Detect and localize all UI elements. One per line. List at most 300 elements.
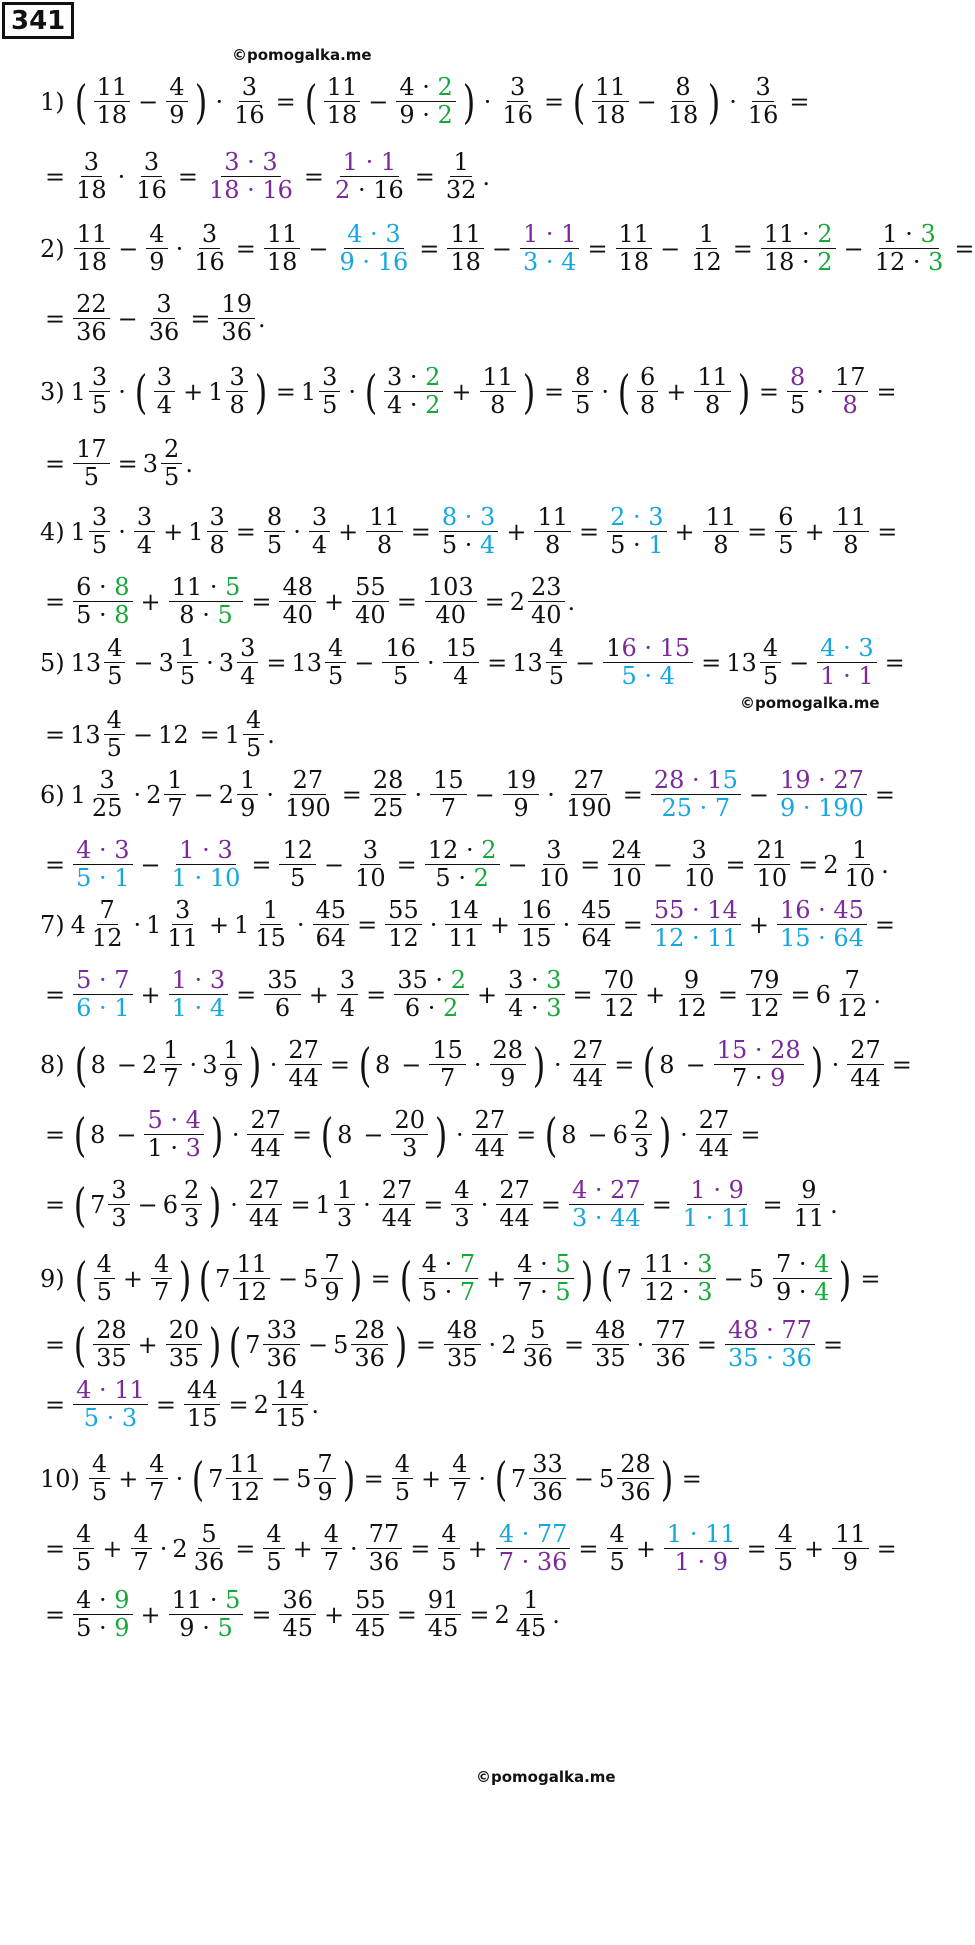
math-segment: 4 · 11 xyxy=(76,1376,145,1404)
fraction-numerator: 3 xyxy=(153,292,174,319)
fraction xyxy=(94,1252,115,1305)
fraction-denominator: 36 xyxy=(148,318,180,347)
math-text: . xyxy=(881,850,889,879)
fraction-denominator: 5 xyxy=(96,1278,112,1307)
mixed-number xyxy=(303,1252,346,1305)
fraction xyxy=(447,222,484,275)
fraction-denominator xyxy=(73,995,132,1021)
math-operator: = xyxy=(415,1330,436,1359)
fraction xyxy=(536,838,573,891)
math-text: 7 xyxy=(616,1264,632,1293)
math-segment: 3 · 3 xyxy=(224,148,278,176)
math-operator: − xyxy=(116,1120,137,1149)
math-operator: = xyxy=(235,234,256,263)
fraction-numerator: 20 xyxy=(391,1108,428,1135)
fraction-denominator: 5 xyxy=(266,531,283,560)
math-segment: 5 · xyxy=(76,601,115,630)
math-text: . xyxy=(311,1390,320,1419)
math-operator: = xyxy=(235,517,256,546)
fraction-denominator: 18 xyxy=(667,101,699,130)
math-operator: = xyxy=(117,449,138,478)
mixed-whole: 1 xyxy=(70,517,86,546)
fraction-numerator: 15 xyxy=(430,768,467,795)
fraction-denominator xyxy=(144,1135,203,1161)
math-segment: 6 · 15 xyxy=(621,634,691,662)
math-segment: 5 xyxy=(225,573,241,601)
fraction-numerator xyxy=(641,1252,716,1279)
fraction xyxy=(572,365,593,418)
math-operator: · xyxy=(189,1050,198,1079)
mixed-number xyxy=(219,636,262,689)
fraction xyxy=(93,1318,130,1371)
fraction-denominator: 44 xyxy=(381,1204,413,1233)
fraction-denominator: 16 xyxy=(136,176,167,205)
fraction xyxy=(226,365,247,418)
fraction xyxy=(443,150,480,203)
fraction-numerator: 44 xyxy=(184,1378,221,1405)
fraction xyxy=(842,838,879,891)
fraction-numerator: 3 xyxy=(89,365,110,392)
fraction-denominator xyxy=(520,249,579,275)
fraction-numerator xyxy=(817,636,876,663)
mixed-whole: 7 xyxy=(208,1464,224,1493)
fraction-numerator: 77 xyxy=(366,1522,403,1549)
fraction-numerator xyxy=(384,365,443,392)
fraction-numerator: 4 xyxy=(451,1178,472,1205)
mixed-whole: 5 xyxy=(598,1464,615,1493)
math-segment: 3 xyxy=(546,994,562,1023)
math-operator: = xyxy=(701,648,722,677)
fraction xyxy=(651,768,741,821)
math-text: . xyxy=(552,1600,560,1629)
fraction-denominator: 190 xyxy=(284,794,331,823)
fraction xyxy=(445,898,482,951)
fraction xyxy=(73,437,110,490)
math-segment: 7 · xyxy=(731,1064,771,1093)
fraction-denominator: 36 xyxy=(620,1478,651,1507)
fraction xyxy=(518,898,555,951)
math-segment: 2 xyxy=(817,248,833,277)
math-operator: = xyxy=(45,850,66,879)
math-operator: · xyxy=(159,1534,168,1563)
fraction-denominator: 18 xyxy=(450,248,481,277)
fraction xyxy=(777,898,867,951)
math-operator: · xyxy=(133,910,142,939)
fraction-numerator: 27 xyxy=(285,1038,322,1065)
math-operator: = xyxy=(877,517,898,546)
math-operator: − xyxy=(575,648,596,677)
math-operator: = xyxy=(874,910,896,939)
math-operator: = xyxy=(484,587,505,616)
math-operator: − xyxy=(308,1330,329,1359)
math-segment: 2 xyxy=(437,101,453,130)
math-segment: 4 · xyxy=(421,1250,460,1278)
fraction xyxy=(73,1588,132,1641)
fraction xyxy=(520,222,579,275)
math-segment: 11 · xyxy=(643,1250,698,1278)
math-operator: · xyxy=(729,87,737,116)
fraction-denominator: 10 xyxy=(355,864,386,893)
math-text: 1) xyxy=(40,87,65,116)
fraction-denominator xyxy=(618,663,677,689)
fraction-denominator: 7 xyxy=(439,1064,456,1093)
math-operator: + xyxy=(635,1534,656,1563)
fraction-numerator xyxy=(340,150,399,177)
fraction-numerator: 3 xyxy=(172,898,193,925)
watermark: ©pomogalka.me xyxy=(476,1768,616,1786)
fraction-numerator: 8 xyxy=(572,365,593,392)
fraction-denominator: 18 xyxy=(595,101,626,130)
fraction xyxy=(847,1038,884,1091)
math-text: 5) xyxy=(40,648,65,677)
mixed-whole: 2 xyxy=(218,780,235,809)
fraction-numerator: 4 xyxy=(73,1522,94,1549)
math-operator: · xyxy=(480,1190,489,1219)
math-segment: 3 · xyxy=(386,363,426,391)
watermark: ©pomogalka.me xyxy=(740,694,880,712)
fraction-numerator: 21 xyxy=(754,838,791,865)
math-operator: − xyxy=(132,720,154,749)
fraction-denominator: 5 xyxy=(441,1548,457,1577)
math-operator: = xyxy=(587,234,608,263)
fraction xyxy=(279,838,316,891)
math-operator: − xyxy=(324,850,345,879)
math-operator: + xyxy=(489,910,511,939)
math-segment: 5 · xyxy=(421,1278,460,1307)
math-parenthesis: ) xyxy=(342,1451,355,1506)
fraction xyxy=(169,1588,244,1641)
fraction-numerator: 4 xyxy=(325,636,346,663)
mixed-number xyxy=(71,365,114,418)
fraction-denominator: 6 xyxy=(274,994,291,1023)
fraction xyxy=(652,1318,689,1371)
mixed-whole: 1 xyxy=(300,377,317,406)
fraction-numerator: 14 xyxy=(272,1378,309,1405)
fraction-denominator: 9 xyxy=(324,1278,340,1307)
fraction-numerator: 6 xyxy=(775,505,796,532)
math-parenthesis: ( xyxy=(74,1251,87,1306)
fraction-numerator: 9 xyxy=(681,968,702,995)
math-text: 5 xyxy=(748,1264,764,1293)
fraction xyxy=(243,708,264,761)
fraction-denominator: 190 xyxy=(565,794,612,823)
fraction-numerator: 7 xyxy=(321,1252,342,1279)
fraction-numerator xyxy=(687,1178,746,1205)
fraction-denominator xyxy=(514,1279,573,1305)
fraction-denominator xyxy=(496,1549,571,1575)
fraction xyxy=(89,768,126,821)
mixed-number xyxy=(146,898,204,951)
fraction-denominator: 64 xyxy=(581,924,612,953)
fraction-numerator: 28 xyxy=(617,1452,654,1479)
fraction-denominator: 16 xyxy=(502,101,533,130)
fraction xyxy=(332,150,407,203)
fraction xyxy=(496,1522,571,1575)
math-parenthesis: ( xyxy=(73,1107,87,1162)
fraction-denominator xyxy=(505,995,564,1021)
fraction-numerator xyxy=(169,968,228,995)
mixed-whole: 3 xyxy=(202,1050,218,1079)
math-operator: = xyxy=(290,1190,311,1219)
fraction-numerator xyxy=(144,1108,203,1135)
fraction xyxy=(73,292,110,345)
fraction-numerator: 3 xyxy=(239,75,260,102)
math-segment: 6 · 1 xyxy=(76,994,130,1023)
equation-line xyxy=(40,75,954,128)
math-segment: 3 xyxy=(697,1250,713,1278)
fraction-denominator: 36 xyxy=(368,1548,400,1577)
fraction xyxy=(603,636,693,689)
math-parenthesis: ) xyxy=(178,1251,192,1306)
math-segment: 7 · 36 xyxy=(498,1548,568,1577)
math-operator: + xyxy=(338,517,359,546)
math-operator: = xyxy=(45,1190,66,1219)
fraction-numerator: 9 xyxy=(798,1178,819,1205)
fraction xyxy=(534,505,571,558)
math-segment: 4 xyxy=(814,1250,830,1278)
math-operator: + xyxy=(476,980,498,1009)
math-segment: 1 · 4 xyxy=(171,994,226,1023)
math-segment: 8 xyxy=(114,573,130,601)
math-segment: 4 · xyxy=(76,1586,115,1614)
fraction-denominator: 8 xyxy=(640,391,656,420)
math-operator: = xyxy=(681,1464,702,1493)
fraction-numerator: 77 xyxy=(652,1318,689,1345)
fraction-numerator: 3 xyxy=(141,150,162,177)
fraction-denominator: 3 xyxy=(633,1134,650,1163)
math-operator: · xyxy=(831,1050,840,1079)
fraction xyxy=(131,1522,152,1575)
math-segment: 6 · xyxy=(404,994,444,1023)
fraction-numerator: 11 xyxy=(616,222,653,249)
math-segment: 3 · 4 xyxy=(523,248,577,277)
fraction-numerator: 27 xyxy=(847,1038,884,1065)
fraction-numerator: 27 xyxy=(696,1108,733,1135)
math-operator: − xyxy=(748,780,769,809)
fraction xyxy=(833,505,870,558)
math-segment: 2 xyxy=(335,176,351,205)
math-text: 9) xyxy=(40,1264,65,1293)
fraction xyxy=(279,1588,316,1641)
math-parenthesis: ) xyxy=(210,1107,224,1162)
math-segment: 9 xyxy=(114,1586,130,1614)
math-text: 10) xyxy=(40,1464,80,1493)
math-segment: 9 xyxy=(114,1614,130,1643)
math-text: 8 xyxy=(374,1050,391,1079)
fraction-denominator: 10 xyxy=(844,864,876,893)
math-operator: = xyxy=(762,1190,783,1219)
math-segment: 9 · 16 xyxy=(339,248,409,277)
mixed-number xyxy=(296,1452,339,1505)
fraction-numerator xyxy=(520,222,579,249)
fraction-numerator: 4 xyxy=(321,1522,342,1549)
math-text: . xyxy=(482,162,491,191)
fraction-numerator: 3 xyxy=(337,968,358,995)
math-parenthesis: ( xyxy=(544,1107,558,1162)
fraction-denominator: 12 xyxy=(91,924,123,953)
fraction-denominator: 8 xyxy=(209,531,225,560)
math-parenthesis: ( xyxy=(643,1037,656,1092)
mixed-number xyxy=(71,636,129,689)
mixed-number xyxy=(316,1178,359,1231)
mixed-whole: 3 xyxy=(142,449,159,478)
math-operator: + xyxy=(163,517,184,546)
fraction-denominator xyxy=(817,663,876,689)
math-segment: 11 · xyxy=(763,220,818,248)
mixed-number xyxy=(726,636,784,689)
fraction xyxy=(761,222,836,275)
mixed-whole: 2 xyxy=(494,1600,510,1629)
math-parenthesis: ( xyxy=(198,1251,212,1306)
fraction xyxy=(696,1108,733,1161)
math-text: . xyxy=(567,587,576,616)
math-operator: − xyxy=(117,304,138,333)
math-segment: 2 · 3 xyxy=(610,503,664,531)
math-operator: = xyxy=(45,449,66,478)
fraction-numerator: 3 xyxy=(319,365,340,392)
fraction-numerator: 19 xyxy=(218,292,255,319)
math-parenthesis: ( xyxy=(191,1451,205,1506)
math-operator: · xyxy=(363,1190,371,1219)
math-parenthesis: ( xyxy=(304,74,318,129)
fraction-denominator xyxy=(176,602,235,628)
fraction-denominator xyxy=(672,1549,731,1575)
mixed-number xyxy=(208,1452,266,1505)
fraction-denominator: 4 xyxy=(453,662,469,691)
math-segment: 2 xyxy=(450,966,466,994)
fraction xyxy=(351,1318,388,1371)
fraction-denominator: 8 xyxy=(376,531,393,560)
fraction xyxy=(133,150,170,203)
fraction-numerator: 4 xyxy=(151,1252,172,1279)
fraction-denominator: 15 xyxy=(274,1404,306,1433)
math-parenthesis: ( xyxy=(228,1317,242,1372)
fraction-denominator: 12 xyxy=(748,994,780,1023)
math-operator: = xyxy=(199,720,220,749)
fraction-denominator xyxy=(872,249,947,275)
math-segment: 15 · 64 xyxy=(779,924,864,953)
fraction xyxy=(680,1178,755,1231)
fraction-numerator: 1 xyxy=(160,1038,181,1065)
fraction-denominator xyxy=(419,1279,478,1305)
fraction-numerator xyxy=(651,768,741,795)
equation-line xyxy=(40,1452,954,1505)
fraction xyxy=(392,1452,413,1505)
math-segment: 5 xyxy=(555,1278,571,1307)
fraction-numerator xyxy=(569,1178,644,1205)
math-parenthesis: ) xyxy=(208,1177,222,1232)
math-operator: = xyxy=(746,1534,767,1563)
math-operator: − xyxy=(660,234,681,263)
fraction xyxy=(384,365,443,418)
fraction xyxy=(832,1522,869,1575)
math-operator: · xyxy=(175,1464,184,1493)
math-segment: 4 · xyxy=(386,391,426,420)
fraction-denominator: 5 xyxy=(394,1478,411,1507)
math-operator: · xyxy=(350,1534,358,1563)
math-parenthesis: ( xyxy=(364,364,378,419)
fraction-numerator: 23 xyxy=(528,575,565,602)
math-segment: 2 xyxy=(425,363,441,391)
fraction-numerator xyxy=(714,1038,804,1065)
fraction-numerator: 70 xyxy=(601,968,638,995)
fraction-denominator: 9 xyxy=(169,101,185,130)
fraction-numerator xyxy=(651,898,741,925)
fraction-denominator: 11 xyxy=(167,924,198,953)
math-operator: − xyxy=(573,1464,594,1493)
fraction-denominator: 3 xyxy=(402,1134,418,1163)
fraction-denominator: 44 xyxy=(474,1134,506,1163)
math-text: 8 xyxy=(90,1050,106,1079)
math-segment: 1 · 1 xyxy=(342,148,397,176)
fraction-numerator: 20 xyxy=(166,1318,203,1345)
math-operator: = xyxy=(790,980,811,1009)
math-operator: · xyxy=(554,1050,562,1079)
fraction-denominator: 5 xyxy=(778,531,794,560)
problem-number: 341 xyxy=(2,2,74,39)
math-operator: = xyxy=(396,1600,417,1629)
math-text: 7) xyxy=(40,910,65,939)
fraction-numerator: 11 xyxy=(264,222,301,249)
math-operator: + xyxy=(118,1464,139,1493)
fraction-numerator: 7 xyxy=(314,1452,335,1479)
fraction-denominator: 10 xyxy=(538,864,570,893)
fraction xyxy=(773,1252,832,1305)
math-segment: 1 · 1 xyxy=(523,220,577,248)
fraction-denominator: 5 xyxy=(777,1548,794,1577)
math-text: . xyxy=(830,1190,838,1219)
math-segment: 5 · 4 xyxy=(147,1106,201,1134)
fraction-denominator: 4 xyxy=(311,531,328,560)
fraction xyxy=(246,1178,283,1231)
mixed-whole: 13 xyxy=(512,648,543,677)
mixed-number xyxy=(215,1252,273,1305)
fraction-denominator: 36 xyxy=(221,318,252,347)
fraction xyxy=(443,636,480,689)
math-operator: = xyxy=(717,980,738,1009)
fraction-numerator: 48 xyxy=(592,1318,629,1345)
math-parenthesis: ) xyxy=(194,74,207,129)
mixed-number xyxy=(291,636,349,689)
fraction-denominator: 4 xyxy=(156,391,173,420)
fraction-denominator xyxy=(777,925,867,951)
fraction-denominator: 18 xyxy=(266,248,298,277)
mixed-whole: 7 xyxy=(215,1264,231,1293)
fraction-denominator: 7 xyxy=(149,1478,165,1507)
fraction-denominator: 44 xyxy=(250,1134,282,1163)
fraction-numerator: 28 xyxy=(490,1038,527,1065)
math-operator: + xyxy=(486,1264,507,1293)
fraction-numerator: 55 xyxy=(385,898,422,925)
fraction xyxy=(688,222,725,275)
fraction xyxy=(191,1522,228,1575)
fraction xyxy=(760,636,781,689)
math-operator: = xyxy=(516,1120,537,1149)
equation-line xyxy=(40,220,975,277)
math-operator: = xyxy=(303,162,325,191)
fraction-denominator: 5 xyxy=(548,662,565,691)
math-segment: 1 xyxy=(606,634,622,662)
math-segment: 7 xyxy=(459,1250,476,1278)
fraction xyxy=(264,968,301,1021)
math-operator: = xyxy=(275,377,296,406)
fraction-numerator xyxy=(505,968,564,995)
fraction xyxy=(154,365,175,418)
math-text: 8) xyxy=(40,1050,65,1079)
math-operator: = xyxy=(45,1120,66,1149)
math-operator: = xyxy=(884,648,905,677)
math-operator: − xyxy=(133,648,154,677)
